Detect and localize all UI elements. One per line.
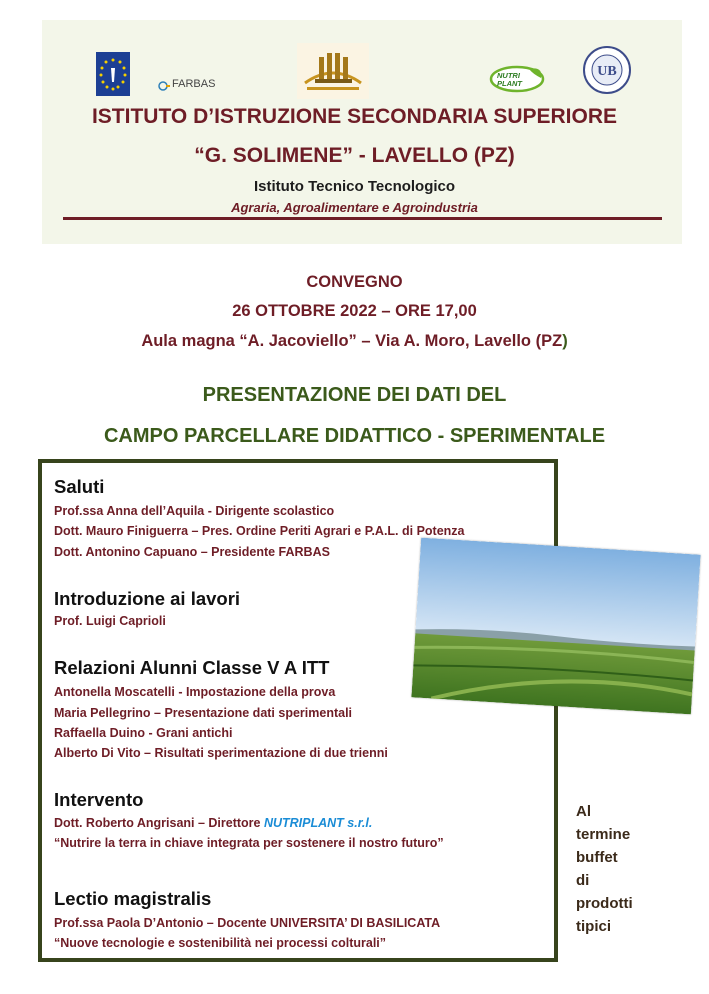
section-heading-introduzione: Introduzione ai lavori	[54, 588, 241, 609]
lectio-quote: “Nuove tecnologie e sostenibilità nei processi colturali”	[54, 936, 387, 950]
school-crest-icon	[297, 43, 369, 99]
event-type: CONVEGNO	[306, 273, 403, 291]
presentation-title-line1: PRESENTAZIONE DEI DATI DEL	[202, 384, 507, 406]
unibas-seal-icon	[582, 45, 632, 95]
buffet-note-line: prodotti	[576, 895, 633, 912]
lectio-speaker: Prof.ssa Paola D’Antonio – Docente UNIVERSITA’ DI BASILICATA	[54, 916, 441, 930]
event-place-close: )	[562, 332, 568, 350]
buffet-note	[576, 800, 666, 938]
institute-type: Istituto Tecnico Tecnologico	[253, 178, 456, 195]
header-divider	[63, 217, 662, 220]
intervento-speaker-text: Dott. Roberto Angrisani – Direttore	[54, 816, 264, 830]
institute-specialization: Agraria, Agroalimentare e Agroindustria	[231, 200, 478, 215]
intervento-quote: “Nutrire la terra in chiave integrata per sostenere il nostro futuro”	[54, 836, 444, 850]
presentation-title-line2: CAMPO PARCELLARE DIDATTICO - SPERIMENTALE	[103, 425, 606, 447]
institute-school-name: “G. SOLIMENE” - LAVELLO (PZ)	[194, 144, 515, 167]
section-heading-saluti: Saluti	[54, 476, 105, 497]
list-item: Maria Pellegrino – Presentazione dati sperimentali	[54, 706, 353, 720]
farbas-logo	[158, 78, 224, 96]
nutriplant-logo	[489, 64, 545, 94]
list-item: Raffaella Duino - Grani antichi	[54, 726, 233, 740]
intervento-speaker	[54, 816, 372, 830]
list-item: Prof. Luigi Caprioli	[54, 614, 166, 628]
buffet-note-line: di	[576, 872, 590, 889]
list-item: Alberto Di Vito – Risultati sperimentazione di due trienni	[54, 746, 388, 760]
list-item: Antonella Moscatelli - Impostazione della prova	[54, 685, 336, 699]
buffet-note-line: termine	[576, 826, 631, 843]
event-place	[0, 332, 709, 351]
buffet-note-line: tipici	[576, 918, 612, 935]
farbas-text: FARBAS	[172, 78, 216, 90]
section-heading-relazioni: Relazioni Alunni Classe V A ITT	[54, 657, 330, 678]
eu-flag-icon	[96, 52, 130, 96]
intervento-company: NUTRIPLANT s.r.l.	[263, 816, 373, 830]
nutriplant-text: NUTRI PLANT	[497, 71, 522, 88]
section-heading-intervento: Intervento	[54, 789, 144, 810]
field-photo	[411, 538, 700, 715]
list-item: Dott. Mauro Finiguerra – Pres. Ordine Periti Agrari e P.A.L. di Potenza	[54, 524, 465, 538]
buffet-note-line: Al	[576, 803, 591, 820]
event-date: 26 OTTOBRE 2022 – ORE 17,00	[232, 302, 477, 320]
institute-name: ISTITUTO D’ISTRUZIONE SECONDARIA SUPERIORE	[91, 105, 618, 128]
event-place-text: Aula magna “A. Jacoviello” – Via A. Moro, Lavello (PZ	[141, 332, 563, 350]
buffet-note-line: buffet	[576, 849, 618, 866]
svg-text:UB: UB	[597, 64, 617, 79]
section-heading-lectio: Lectio magistralis	[54, 888, 212, 909]
list-item: Dott. Antonino Capuano – Presidente FARBAS	[54, 545, 330, 559]
list-item: Prof.ssa Anna dell’Aquila - Dirigente scolastico	[54, 504, 335, 518]
